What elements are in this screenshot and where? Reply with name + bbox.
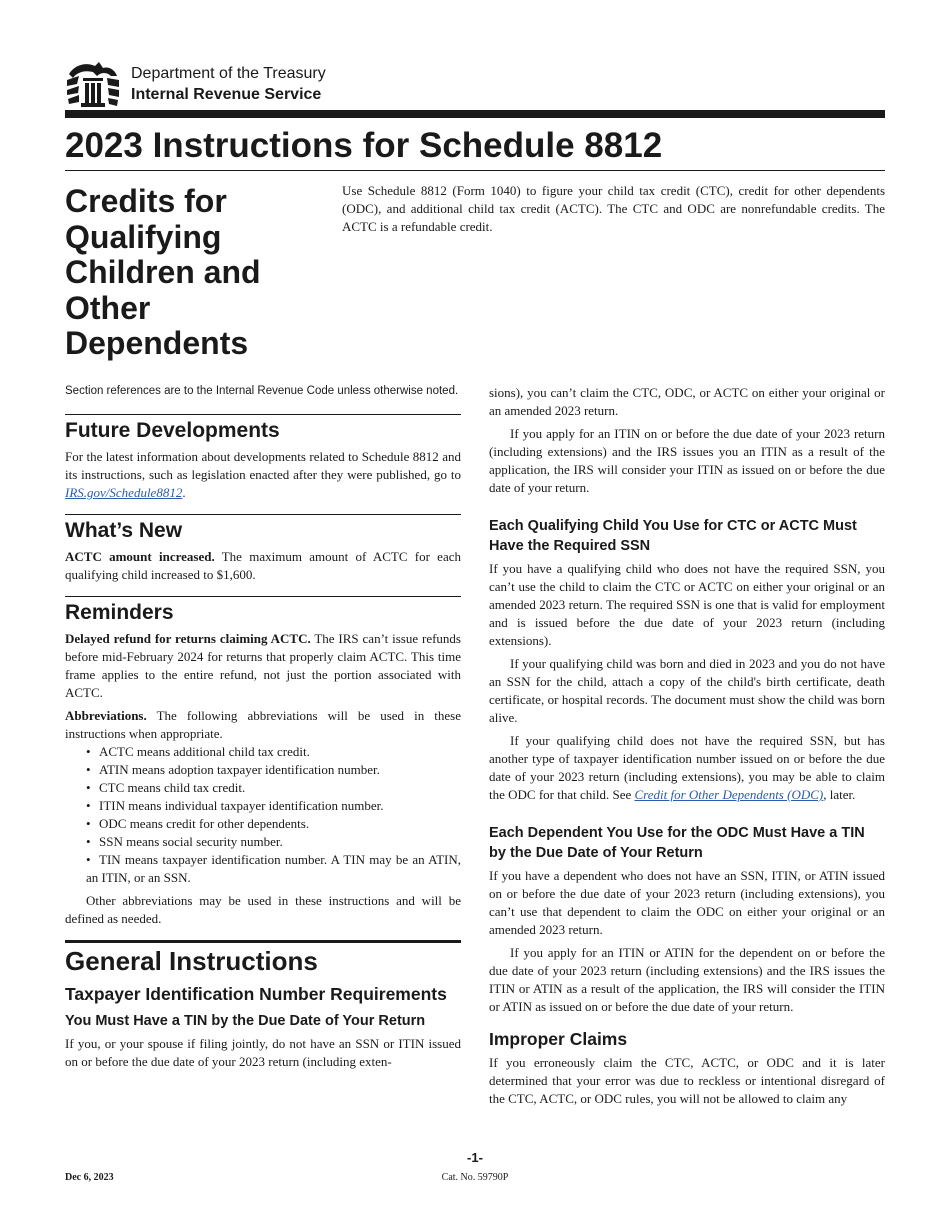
list-item: • TIN means taxpayer identification number. A TIN may be an ATIN, an ITIN, or an SSN. — [86, 852, 461, 885]
catalog-number: Cat. No. 59790P — [441, 1172, 509, 1183]
abbreviations-text: Abbreviations. The following abbreviations will be used in these instructions when appropriate. — [65, 708, 461, 741]
irs-eagle-logo-icon — [65, 60, 121, 108]
section-note: Section references are to the Internal Revenue Code unless otherwise noted. — [65, 385, 459, 397]
list-item: • CTC means child tax credit. — [86, 780, 246, 795]
schedule8812-link[interactable]: IRS.gov/Schedule8812 — [65, 485, 183, 500]
dependent-text-2: If you apply for an ITIN or ATIN for the dependent on or before the due date of your 2023 return (including extensions) and the IRS issues the ITIN or ATIN as a result of the application, the IRS will consider the ITIN or ATIN as issued on or before the due date of your return. — [489, 945, 885, 1014]
right-column — [489, 384, 885, 1108]
must-have-tin-text: If you, or your spouse if filing jointly, do not have an SSN or ITIN issued on or before the due date of your 2023 return (including exten- — [65, 1036, 461, 1069]
whats-new-heading: What’s New — [65, 519, 183, 542]
intro-paragraph: Use Schedule 8812 (Form 1040) to figure your child tax credit (CTC), credit for other dependents (ODC), and additional child tax credit (ACTC). The CTC and ODC are nonrefundable credits. The ACTC is a refundable credit. — [342, 183, 885, 234]
qualifying-child-text-1: If you have a qualifying child who does not have the required SSN, you can’t use the child to claim the CTC or ACTC on either your original or an amended 2023 return. The required SSN is one that is valid for employment and is issued before the due date of your 2023 return (including extensions). — [489, 561, 885, 648]
improper-claims-heading: Improper Claims — [489, 1029, 628, 1049]
other-abbreviations-text: Other abbreviations may be used in these instructions and will be defined as needed. — [65, 893, 461, 926]
list-item: • ITIN means individual taxpayer identification number. — [86, 798, 384, 813]
department-name: Department of the Treasury — [131, 65, 326, 82]
qualifying-child-text-2: If your qualifying child was born and died in 2023 and you do not have an SSN for the child, attach a copy of the child's birth certificate, death certificate, or hospital records. The document must show the child was born alive. — [489, 656, 885, 725]
agency-name: Internal Revenue Service — [131, 86, 322, 103]
section-divider-thick — [65, 940, 461, 943]
agency-header — [131, 63, 326, 105]
general-instructions-heading: General Instructions — [65, 946, 318, 976]
abbreviation-list — [65, 743, 461, 887]
header-bar — [65, 110, 885, 118]
dependent-tin-heading: Each Dependent You Use for the ODC Must Have a TIN by the Due Date of Your Return — [489, 825, 865, 861]
future-developments-heading: Future Developments — [65, 419, 280, 442]
list-item: • ODC means credit for other dependents. — [86, 816, 310, 831]
document-subtitle: Credits for Qualifying Children and Other Dependents — [65, 183, 261, 361]
page-number: -1- — [467, 1150, 483, 1165]
odc-link[interactable]: Credit for Other Dependents (ODC) — [634, 787, 824, 802]
must-have-tin-heading: You Must Have a TIN by the Due Date of Your Return — [65, 1013, 426, 1029]
list-item: • ACTC means additional child tax credit. — [86, 744, 310, 759]
actc-increase-text: ACTC amount increased. The maximum amount of ACTC for each qualifying child increased to $1,600. — [65, 549, 461, 582]
improper-claims-text: If you erroneously claim the CTC, ACTC, or ODC and it is later determined that your error was due to reckless or intentional disregard of the CTC, ACTC, or ODC rules, you will not be allowed to claim any — [489, 1055, 885, 1106]
list-item: • ATIN means adoption taxpayer identification number. — [86, 762, 380, 777]
page-title: 2023 Instructions for Schedule 8812 — [65, 126, 663, 165]
revision-date: Dec 6, 2023 — [65, 1172, 114, 1183]
itin-text: If you apply for an ITIN on or before the due date of your 2023 return (including extensions) and the IRS issues you an ITIN as a result of the application, the IRS will consider your ITIN as issued on or before the due date of your return. — [489, 426, 885, 495]
section-divider — [65, 414, 461, 415]
left-column — [65, 384, 461, 1071]
delayed-refund-text: Delayed refund for returns claiming ACTC. The IRS can’t issue refunds before mid-February 2024 for returns that properly claim ACTC. This time frame applies to the entire refund, not just the portion associated with ACTC. — [65, 631, 461, 700]
list-item: • SSN means social security number. — [86, 834, 283, 849]
qualifying-child-ssn-heading: Each Qualifying Child You Use for CTC or ACTC Must Have the Required SSN — [489, 518, 857, 554]
dependent-text-1: If you have a dependent who does not have an SSN, ITIN, or ATIN issued on or before the due date of your 2023 return (including extensions), you can’t use that dependent to claim the ODC on either your original or an amended 2023 return. — [489, 868, 885, 937]
title-divider — [65, 170, 885, 171]
section-divider — [65, 596, 461, 597]
tin-requirements-heading: Taxpayer Identification Number Requirements — [65, 984, 447, 1004]
section-divider — [65, 514, 461, 515]
reminders-heading: Reminders — [65, 601, 174, 624]
continued-text: sions), you can’t claim the CTC, ODC, or ACTC on either your original or an amended 2023 return. — [489, 385, 885, 418]
future-developments-text: For the latest information about developments related to Schedule 8812 and its instructions, such as legislation enacted after they were published, go to IRS.gov/Schedule8812. — [65, 449, 461, 500]
qualifying-child-text-3: If your qualifying child does not have the required SSN, but has another type of taxpayer identification number issued on or before the due date of your 2023 return (including extensions), you may be able to claim the ODC for that child. See Credit for Other Dependents (ODC), later. — [489, 733, 885, 802]
